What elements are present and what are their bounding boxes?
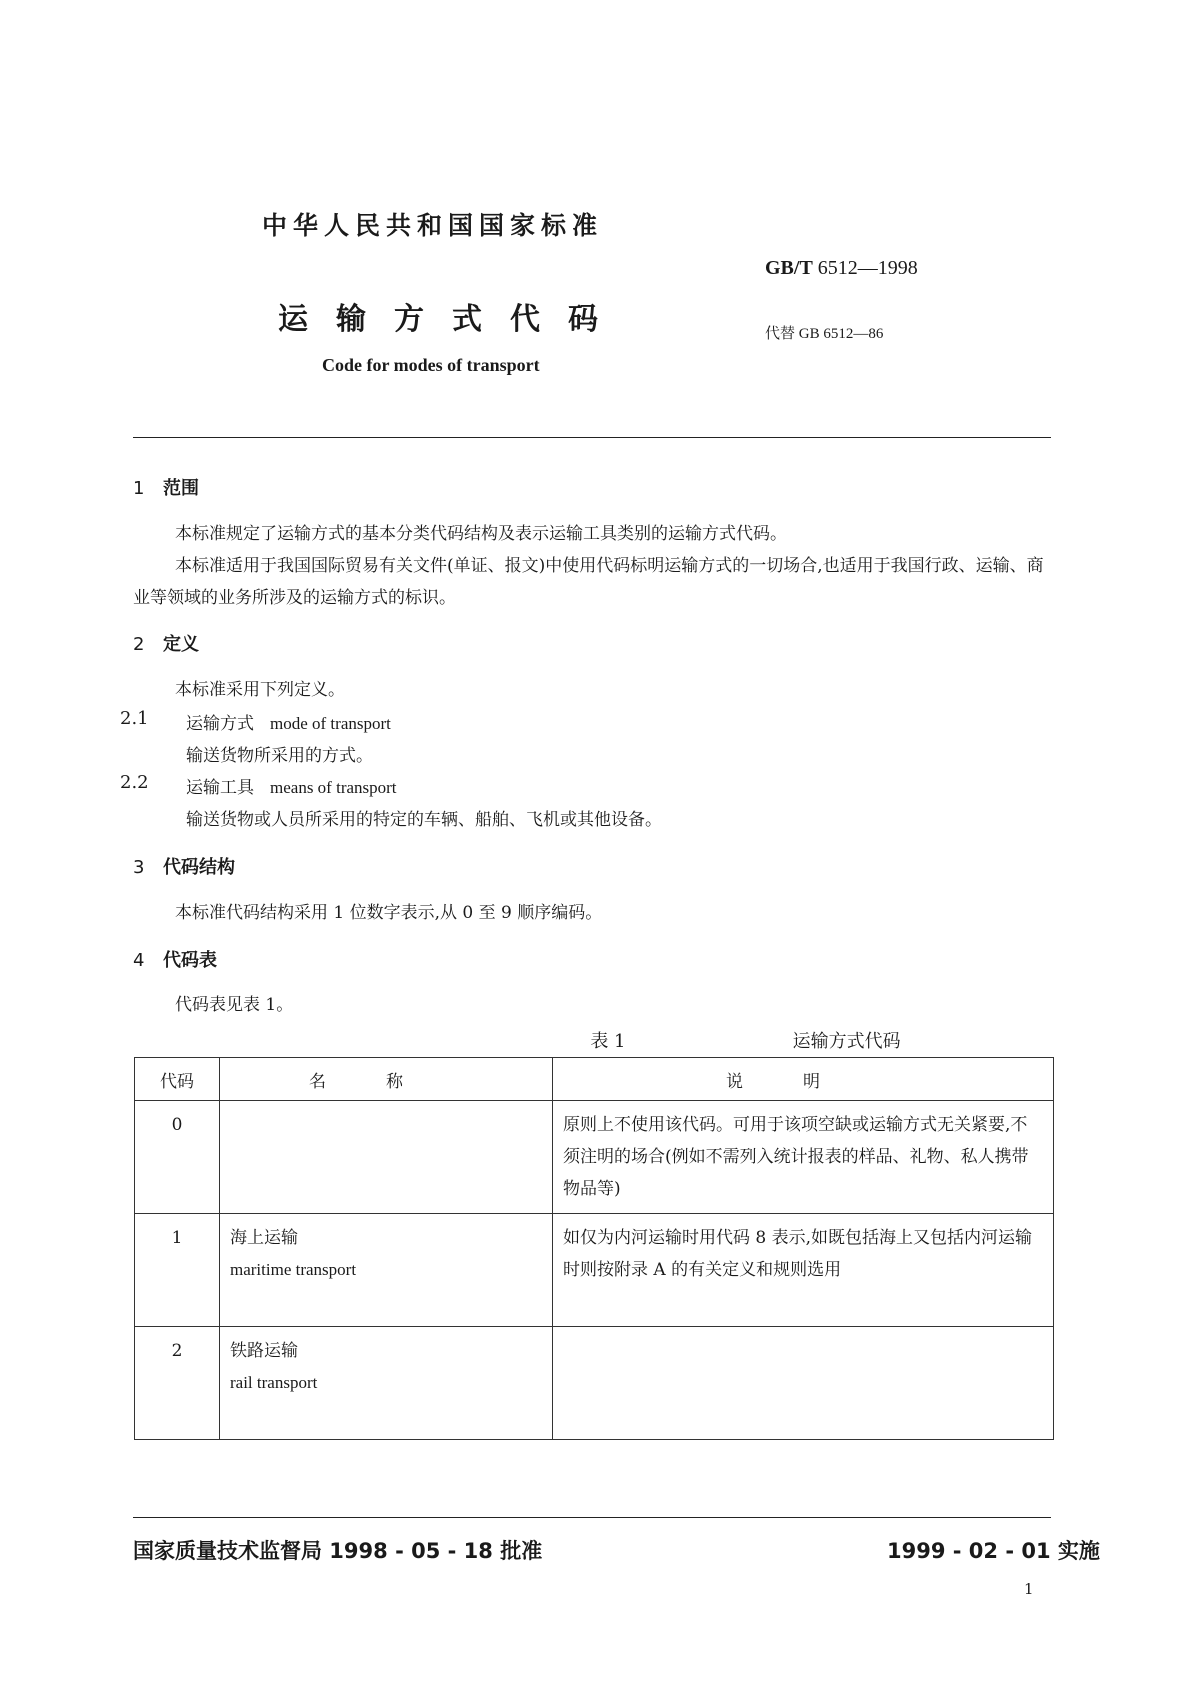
table-row (135, 1101, 1054, 1214)
table-caption (0, 1027, 1191, 1053)
row-name-en: rail transport (230, 1373, 318, 1392)
standard-prefix: GB/T (765, 257, 813, 279)
section-2-number: 2 (133, 634, 145, 655)
definition-2-number: 2.2 (120, 772, 149, 793)
row-description: 原则上不使用该代码。可用于该项空缺或运输方式无关紧要,不须注明的场合(例如不需列入统计报表的样品、礼物、私人携带物品等) (553, 1101, 1054, 1214)
table-caption-title: 运输方式代码 (792, 1031, 901, 1052)
definition-2-text: 输送货物或人员所采用的特定的车辆、船舶、飞机或其他设备。 (186, 810, 662, 830)
table-header-row (135, 1058, 1054, 1101)
replaces-standard: 代替 GB 6512—86 (765, 326, 884, 342)
row-code: 0 (135, 1101, 220, 1214)
effective-date: 1999 - 02 - 01 实施 (887, 1539, 1100, 1563)
section-4-paragraph: 代码表见表 1。 (175, 995, 294, 1015)
table-row (135, 1327, 1054, 1440)
section-2-heading (133, 630, 199, 656)
section-4-number: 4 (133, 950, 145, 971)
section-1-number: 1 (133, 478, 145, 499)
column-header-description: 说明 (553, 1058, 1054, 1101)
definition-1-term-en: mode of transport (270, 714, 391, 733)
section-1-title: 范围 (163, 478, 199, 499)
row-description: 如仅为内河运输时用代码 8 表示,如既包括海上又包括内河运输时则按附录 A 的有关定义和规则选用 (553, 1214, 1054, 1327)
definition-2-term-cn: 运输工具 (186, 778, 254, 798)
section-2-title: 定义 (163, 634, 199, 655)
row-name-cn: 海上运输 (230, 1228, 298, 1248)
standard-title-en: Code for modes of transport (322, 355, 540, 375)
table-caption-label: 表 1 (590, 1031, 626, 1052)
definition-2-term-en: means of transport (270, 778, 397, 797)
header-divider (133, 437, 1051, 438)
section-1-paragraph-1: 本标准规定了运输方式的基本分类代码结构及表示运输工具类别的运输方式代码。 (175, 524, 787, 544)
definition-1-term (186, 709, 391, 734)
section-4-heading (133, 946, 217, 972)
row-code: 2 (135, 1327, 220, 1440)
definition-2-term (186, 773, 397, 798)
section-1-heading (133, 474, 199, 500)
standard-number (765, 257, 918, 280)
row-name-en: maritime transport (230, 1260, 357, 1279)
transport-code-table (134, 1057, 1054, 1440)
section-3-number: 3 (133, 857, 145, 878)
row-code: 1 (135, 1214, 220, 1327)
standard-title-cn: 运输方式代码 (278, 302, 626, 337)
column-header-code: 代码 (135, 1058, 220, 1101)
footer-divider (133, 1517, 1051, 1518)
row-name (220, 1327, 553, 1440)
section-1-paragraph-2: 本标准适用于我国国际贸易有关文件(单证、报文)中使用代码标明运输方式的一切场合,也适用于我国行政、运输、商业等领域的业务所涉及的运输方式的标识。 (133, 556, 1044, 608)
section-4-title: 代码表 (163, 950, 217, 971)
approval-date: 国家质量技术监督局 1998 - 05 - 18 批准 (133, 1539, 543, 1563)
table-row (135, 1214, 1054, 1327)
section-3-heading (133, 853, 235, 879)
row-name (220, 1214, 553, 1327)
section-3-title: 代码结构 (163, 857, 235, 878)
row-name (220, 1101, 553, 1214)
row-name-cn: 铁路运输 (230, 1341, 298, 1361)
standard-code: 6512—1998 (817, 257, 918, 279)
definition-1-number: 2.1 (120, 708, 149, 729)
definition-1-term-cn: 运输方式 (186, 714, 254, 734)
definition-1-text: 输送货物所采用的方式。 (186, 746, 373, 766)
section-2-intro: 本标准采用下列定义。 (175, 680, 345, 700)
row-description (553, 1327, 1054, 1440)
section-3-paragraph: 本标准代码结构采用 1 位数字表示,从 0 至 9 顺序编码。 (175, 903, 603, 923)
column-header-name: 名称 (220, 1058, 553, 1101)
page-number: 1 (1024, 1580, 1034, 1598)
issuing-authority-heading: 中华人民共和国国家标准 (262, 211, 604, 240)
